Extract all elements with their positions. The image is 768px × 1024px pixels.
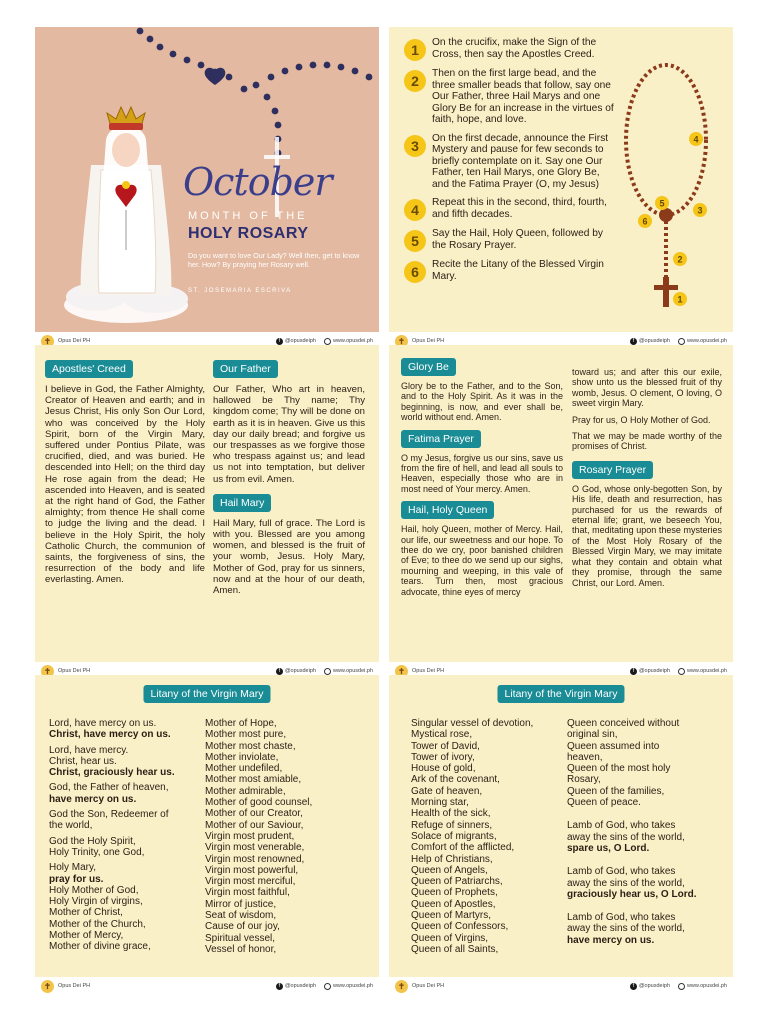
step-number: 5 <box>404 230 426 252</box>
litany-line: Lord, have mercy. <box>49 744 129 756</box>
prayers-panel-2 <box>389 345 733 680</box>
litany-line: Lamb of God, who takes <box>567 820 676 832</box>
footer-brand: Opus Dei PH <box>412 338 445 344</box>
footer-social[interactable] <box>276 983 316 990</box>
footer-web[interactable] <box>678 668 727 675</box>
litany-line: Seat of wisdom, <box>205 910 277 922</box>
step-text: Then on the first large bead, and the three smaller beads that follow, say one Our Father, three Hail Marys and one Glory Be for an increase in the virtues of faith, hope, and love. <box>432 68 614 125</box>
litany-line: Gate of heaven, <box>411 785 483 797</box>
fatima-text: O my Jesus, forgive us our sins, save us from the fire of hell, and lead all souls to Heaven, especially those who are in most need of Your mercy. Amen. <box>401 452 563 494</box>
step-item <box>404 197 619 221</box>
litany-line: pray for us. <box>49 873 104 885</box>
litany-line: Comfort of the afflicted, <box>411 842 515 854</box>
litany-line: Mother most chaste, <box>205 740 296 752</box>
footer-social-handle: @opusdeiph <box>284 338 316 344</box>
cover-title: October <box>183 160 332 204</box>
step-item <box>404 68 619 126</box>
litany-line: Mother undefiled, <box>205 763 283 775</box>
footer-social-handle: @opusdeiph <box>638 668 670 674</box>
cover-panel <box>35 27 379 350</box>
step-text: Say the Hail, Holy Queen, followed by the Rosary Prayer. <box>432 228 604 251</box>
facebook-icon: f <box>276 983 283 990</box>
panel-footer <box>35 977 379 995</box>
litany-column-right <box>205 718 370 955</box>
litany-line: Virgin most prudent, <box>205 830 295 842</box>
our-lady-illustration <box>51 85 191 325</box>
litany-line: Mother of Mercy, <box>49 930 124 942</box>
footer-social[interactable] <box>630 668 670 675</box>
rosary-prayer-text: O God, whose only-begotten Son, by His life, death and resurrection, has purchased for us the rewards of eternal life; grant, we beseech You, that, meditating upon these mysteries of the Most Holy Rosary of the Blessed Virgin Mary, we may imitate what they contain and obtain what they promise, through the same Christ, our Lord. Amen. <box>572 483 722 588</box>
section-title: Fatima Prayer <box>401 430 481 448</box>
litany-line: Queen assumed into <box>567 740 660 752</box>
footer-social[interactable] <box>276 668 316 675</box>
footer-web[interactable] <box>324 338 373 345</box>
hail-holy-queen-continued <box>572 367 722 588</box>
litany-line: House of gold, <box>411 763 476 775</box>
opus-dei-logo-icon: ✝ <box>395 665 408 678</box>
step-text: On the crucifix, make the Sign of the Cross, then say the Apostles Creed. <box>432 37 597 60</box>
litany-line: Morning star, <box>411 797 469 809</box>
opus-dei-logo-icon: ✝ <box>41 665 54 678</box>
how-to-pray-panel <box>389 27 733 350</box>
facebook-icon: f <box>630 668 637 675</box>
litany-column-right <box>567 718 727 946</box>
litany-line: Mother admirable, <box>205 785 286 797</box>
opus-dei-logo-icon: ✝ <box>41 335 54 348</box>
glory-be-text: Glory be to the Father, and to the Son, and to the Holy Spirit. As it was in the beginning, is now, and ever shall be, world without end. Amen. <box>401 381 563 423</box>
litany-line: Queen of Confessors, <box>411 921 509 933</box>
cover-subtitle: MONTH OF THE <box>188 210 308 222</box>
litany-line: Mother of Hope, <box>205 718 277 729</box>
pray-for-us-text: Pray for us, O Holy Mother of God. <box>572 414 711 425</box>
rosary-label: 3 <box>697 205 703 216</box>
litany-line: Holy Virgin of virgins, <box>49 896 143 908</box>
litany-line: Mother of good counsel, <box>205 797 313 809</box>
footer-social-handle: @opusdeiph <box>638 338 670 344</box>
footer-social-handle: @opusdeiph <box>638 983 670 989</box>
litany-line: Lord, have mercy on us. <box>49 718 157 729</box>
footer-social-handle: @opusdeiph <box>284 983 316 989</box>
rosary-label: 6 <box>642 216 648 227</box>
litany-panel-2 <box>389 675 733 995</box>
section-title: Glory Be <box>401 358 456 376</box>
globe-icon <box>324 668 331 675</box>
litany-line: Queen of Apostles, <box>411 898 496 910</box>
step-text: Recite the Litany of the Blessed Virgin Mary. <box>432 259 604 282</box>
step-number: 4 <box>404 199 426 221</box>
litany-line: Mother of our Creator, <box>205 808 303 820</box>
step-text: Repeat this in the second, third, fourth, and fifth decades. <box>432 197 607 220</box>
opus-dei-logo-icon: ✝ <box>41 980 54 993</box>
litany-line: heaven, <box>567 751 603 763</box>
litany-line: Spiritual vessel, <box>205 932 276 944</box>
litany-line: spare us, O Lord. <box>567 842 650 854</box>
litany-line: Vessel of honor, <box>205 943 277 955</box>
litany-line: have mercy on us. <box>49 793 137 805</box>
apostles-creed-text: I believe in God, the Father Almighty, Creator of Heaven and earth; and in Jesus Christ, His only Son Our Lord, who was conceived by the Holy Spirit, born of the Virgin Mary, suffered under Pontius Pilate, was crucified, died, and was buried. He descended into Hell; on the third day He rose again from the dead; He ascended into Heaven, and is seated at the right hand of God, the Father almighty; from thence He shall come to judge the living and the dead. I believe in the Holy Spirit, the holy Catholic Church, the communion of saints, the forgiveness of sins, the resurrection of the body and life everlasting. Amen. <box>45 384 205 586</box>
litany-line: Tower of David, <box>411 740 480 752</box>
footer-brand: Opus Dei PH <box>58 983 91 989</box>
footer-brand: Opus Dei PH <box>58 338 91 344</box>
litany-line: God the Son, Redeemer of <box>49 809 169 821</box>
worthy-text: That we may be made worthy of the promises of Christ. <box>572 431 722 452</box>
globe-icon <box>324 338 331 345</box>
litany-line: Holy Mary, <box>49 862 97 874</box>
litany-line: Holy Mother of God, <box>49 884 139 896</box>
footer-web-url: www.opusdei.ph <box>332 983 373 989</box>
hail-mary-text: Hail Mary, full of grace. The Lord is with you. Blessed are you among women, and blessed is the fruit of your womb, Jesus. Holy Mary, Mother of God, pray for us sinners, now and at the hour of our death, Amen. <box>213 517 365 597</box>
litany-line: Mother of Christ, <box>49 907 123 919</box>
litany-line: Mirror of justice, <box>205 898 277 910</box>
cover-quote: Do you want to love Our Lady? Well then, get to know her. How? By praying her Rosary well. <box>188 251 360 269</box>
litany-line: Singular vessel of devotion, <box>411 718 534 729</box>
litany-line: Mother of divine grace, <box>49 941 151 953</box>
rosary-label: 4 <box>693 134 699 145</box>
section-title: Our Father <box>213 360 278 378</box>
litany-line: Mother of the Church, <box>49 918 146 930</box>
litany-line: God, the Father of heaven, <box>49 782 169 794</box>
litany-line: away the sins of the world, <box>567 923 685 935</box>
litany-line: Queen of all Saints, <box>411 943 499 955</box>
step-item <box>404 228 619 252</box>
litany-line: Holy Trinity, one God, <box>49 846 145 858</box>
cover-quote-author: ST. JOSEMARIA ESCRIVA <box>188 288 292 294</box>
litany-line: away the sins of the world, <box>567 831 685 843</box>
step-text: On the first decade, announce the First Mystery and pause for few seconds to briefly contemplate on it. Say one Our Father, ten Hail Marys, one Glory Be, and the Fatima Prayer (O, my Jesus) <box>432 132 609 190</box>
litany-panel-1 <box>35 675 379 995</box>
section-title: Hail Mary <box>213 494 271 512</box>
litany-line: Lamb of God, who takes <box>567 866 676 878</box>
hail-holy-queen-text: Hail, holy Queen, mother of Mercy. Hail, our life, our sweetness and our hope. To thee do we cry, poor banished children of Eve; to thee do we send up our sighs, mourning and weeping, in this vale of tears. Turn then, most gracious advocate, thine eyes of mercy <box>401 524 563 597</box>
litany-line: Christ, graciously hear us. <box>49 767 175 779</box>
globe-icon <box>678 338 685 345</box>
opus-dei-logo-icon: ✝ <box>395 335 408 348</box>
litany-line: Queen of the most holy <box>567 763 671 775</box>
litany-title: Litany of the Virgin Mary <box>497 685 624 703</box>
footer-web-url: www.opusdei.ph <box>332 338 373 344</box>
section-title: Hail, Holy Queen <box>401 501 494 519</box>
litany-line: Ark of the covenant, <box>411 774 500 786</box>
litany-line: original sin, <box>567 729 618 741</box>
hail-holy-queen-cont-text: toward us; and after this our exile, show unto us the blessed fruit of thy womb, Jesus. O clement, O loving, O sweet virgin Mary. <box>572 367 722 409</box>
litany-line: Health of the sick, <box>411 808 491 820</box>
litany-line: Christ, have mercy on us. <box>49 729 171 741</box>
rosary-label: 2 <box>677 254 683 265</box>
litany-line: Virgin most faithful, <box>205 887 290 899</box>
footer-web[interactable] <box>678 983 727 990</box>
litany-line: Queen of Martyrs, <box>411 910 492 922</box>
footer-brand: Opus Dei PH <box>412 668 445 674</box>
steps-list <box>404 37 619 290</box>
section-title: Rosary Prayer <box>572 461 653 479</box>
facebook-icon: f <box>276 338 283 345</box>
litany-line: Mother inviolate, <box>205 751 279 763</box>
facebook-icon: f <box>630 983 637 990</box>
litany-line: Queen of Angels, <box>411 864 488 876</box>
litany-column-left <box>49 718 204 953</box>
footer-web-url: www.opusdei.ph <box>686 668 727 674</box>
litany-line: Virgin most merciful, <box>205 876 296 888</box>
litany-line: Virgin most renowned, <box>205 853 305 865</box>
rosary-diagram <box>614 55 724 310</box>
step-item <box>404 37 619 61</box>
step-number: 6 <box>404 261 426 283</box>
litany-line: Mystical rose, <box>411 729 473 741</box>
litany-line: have mercy on us. <box>567 934 655 946</box>
footer-brand: Opus Dei PH <box>412 983 445 989</box>
litany-line: Tower of ivory, <box>411 751 475 763</box>
litany-line: Queen of Virgins, <box>411 932 489 944</box>
cover-heading: HOLY ROSARY <box>188 225 309 242</box>
litany-line: Queen of peace. <box>567 797 641 809</box>
litany-line: Queen of the families, <box>567 785 665 797</box>
footer-web-url: www.opusdei.ph <box>686 338 727 344</box>
litany-line: graciously hear us, O Lord. <box>567 888 697 900</box>
litany-line: Christ, hear us. <box>49 755 117 767</box>
step-number: 3 <box>404 135 426 157</box>
footer-web[interactable] <box>678 338 727 345</box>
step-number: 2 <box>404 70 426 92</box>
footer-brand: Opus Dei PH <box>58 668 91 674</box>
litany-line: Help of Christians, <box>411 853 493 865</box>
facebook-icon: f <box>276 668 283 675</box>
globe-icon <box>678 668 685 675</box>
opus-dei-logo-icon: ✝ <box>395 980 408 993</box>
footer-social[interactable] <box>630 338 670 345</box>
footer-social-handle: @opusdeiph <box>284 668 316 674</box>
litany-line: Solace of migrants, <box>411 830 497 842</box>
litany-line: God the Holy Spirit, <box>49 835 136 847</box>
prayers-panel-1 <box>35 345 379 680</box>
globe-icon <box>324 983 331 990</box>
litany-line: Mother of our Saviour, <box>205 819 304 831</box>
litany-line: Queen of Prophets, <box>411 887 498 899</box>
our-father-section <box>213 359 365 596</box>
litany-line: Lamb of God, who takes <box>567 912 676 924</box>
step-item <box>404 259 619 283</box>
litany-line: the world, <box>49 820 93 832</box>
footer-social[interactable] <box>276 338 316 345</box>
litany-line: Queen conceived without <box>567 718 680 729</box>
panel-footer <box>389 977 733 995</box>
litany-line: Refuge of sinners, <box>411 819 493 831</box>
litany-line: away the sins of the world, <box>567 877 685 889</box>
rosary-label: 5 <box>659 198 665 209</box>
facebook-icon: f <box>630 338 637 345</box>
footer-web-url: www.opusdei.ph <box>686 983 727 989</box>
footer-web-url: www.opusdei.ph <box>332 668 373 674</box>
our-father-text: Our Father, Who art in heaven, hallowed be Thy name; Thy kingdom come; Thy will be done on earth as it is in heaven. Give us this day our daily bread; and forgive us our trespasses as we forgive those who trespass against us; and lead us not into temptation, but deliver us from evil. Amen. <box>213 384 365 485</box>
litany-line: Virgin most venerable, <box>205 842 305 854</box>
litany-title: Litany of the Virgin Mary <box>143 685 270 703</box>
rosary-label: 1 <box>677 294 683 305</box>
apostles-creed-section <box>45 359 205 586</box>
step-item <box>404 133 619 191</box>
step-number: 1 <box>404 39 426 61</box>
litany-column-left <box>411 718 566 955</box>
litany-line: Queen of Patriarchs, <box>411 876 503 888</box>
footer-web[interactable] <box>324 668 373 675</box>
glory-be-section <box>401 357 563 597</box>
footer-web[interactable] <box>324 983 373 990</box>
litany-line: Cause of our joy, <box>205 921 280 933</box>
section-title: Apostles' Creed <box>45 360 133 378</box>
litany-line: Rosary, <box>567 774 601 786</box>
litany-line: Mother most amiable, <box>205 774 302 786</box>
globe-icon <box>678 983 685 990</box>
litany-line: Virgin most powerful, <box>205 864 299 876</box>
footer-social[interactable] <box>630 983 670 990</box>
litany-line: Mother most pure, <box>205 729 287 741</box>
